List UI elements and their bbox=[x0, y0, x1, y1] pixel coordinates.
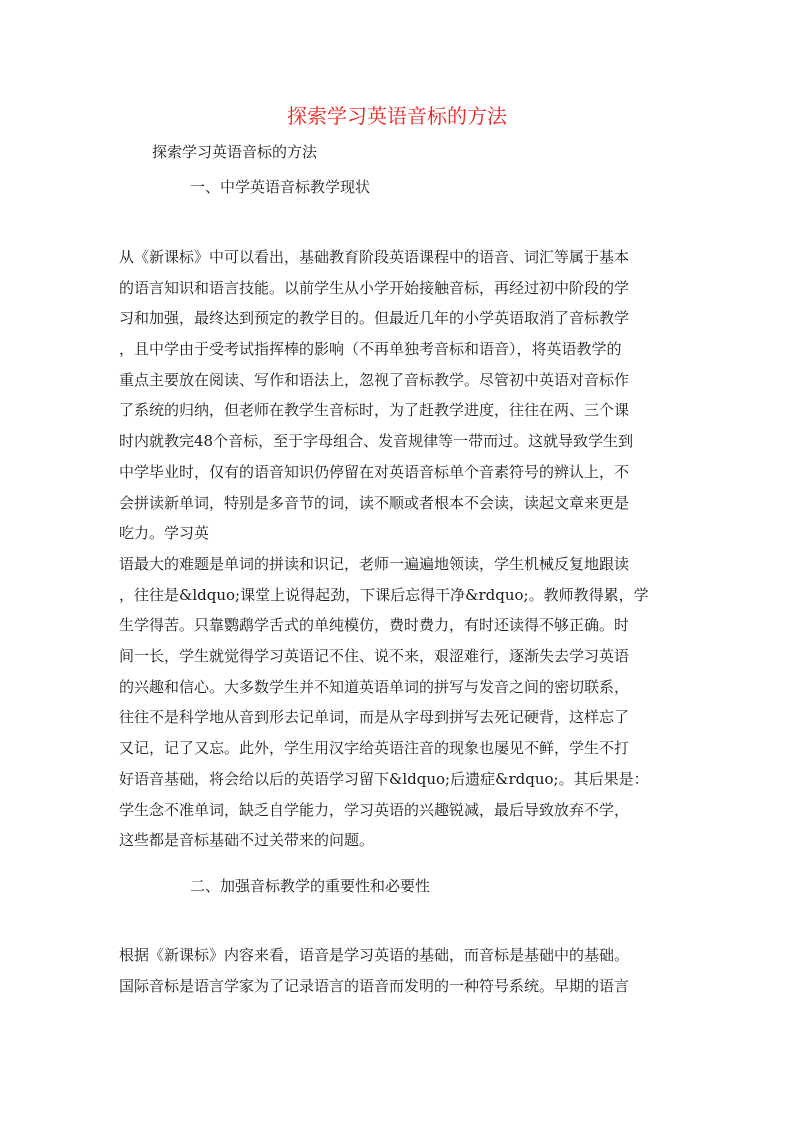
document-subtitle: 探索学习英语音标的方法 bbox=[152, 143, 318, 161]
text-line: 又记，记了又忘。此外，学生用汉字给英语注音的现象也屡见不鲜，学生不打 bbox=[119, 739, 630, 758]
text-line: 习和加强，最终达到预定的教学目的。但最近几年的小学英语取消了音标教学 bbox=[119, 309, 630, 328]
text-line: ，且中学由于受考试指挥棒的影响（不再单独考音标和语音），将英语教学的 bbox=[119, 340, 622, 359]
text-line: ，往往是&ldquo;课堂上说得起劲，下课后忘得干净&rdquo;。教师教得累，学 bbox=[119, 585, 649, 604]
text-line: 好语音基础，将会给以后的英语学习留下&ldquo;后遗症&rdquo;。其后果是： bbox=[119, 769, 649, 788]
text-line: 重点主要放在阅读、写作和语法上，忽视了音标教学。尽管初中英语对音标作 bbox=[119, 370, 630, 389]
text-line: 往往不是科学地从音到形去记单词，而是从字母到拼写去死记硬背，这样忘了 bbox=[119, 708, 630, 727]
text-line: 会拼读新单词，特别是多音节的词，读不顺或者根本不会读，读起文章来更是 bbox=[119, 493, 630, 512]
text-line: 国际音标是语言学家为了记录语言的语音而发明的一种符号系统。早期的语言 bbox=[119, 976, 630, 995]
paragraph-2 bbox=[119, 549, 679, 856]
text-line: 学生念不准单词，缺乏自学能力，学习英语的兴趣锐减，最后导致放弃不学， bbox=[119, 800, 630, 819]
text-line: 时内就教完48个音标，至于字母组合、发音规律等一带而过。这就导致学生到 bbox=[119, 432, 634, 451]
text-line: 的兴趣和信心。大多数学生并不知道英语单词的拼写与发音之间的密切联系， bbox=[119, 677, 630, 696]
text-line: 根据《新课标》内容来看，语音是学习英语的基础，而音标是基础中的基础。 bbox=[119, 946, 630, 964]
text-line: 了系统的归纳，但老师在教学生音标时，为了赶教学进度，往往在两、三个课 bbox=[119, 401, 630, 420]
text-line: 的语言知识和语言技能。以前学生从小学开始接触音标，再经过初中阶段的学 bbox=[119, 278, 630, 297]
text-line: 中学毕业时，仅有的语音知识仍停留在对英语音标单个音素符号的辨认上，不 bbox=[119, 462, 630, 481]
text-line: 生学得苦。只靠鹦鹉学舌式的单纯模仿，费时费力，有时还读得不够正确。时 bbox=[119, 616, 630, 635]
text-line: 从《新课标》中可以看出，基础教育阶段英语课程中的语音、词汇等属于基本 bbox=[119, 248, 630, 266]
paragraph-3 bbox=[119, 940, 679, 1001]
section-heading-1: 一、中学英语音标教学现状 bbox=[190, 178, 371, 196]
document-title: 探索学习英语音标的方法 bbox=[287, 104, 507, 128]
section-heading-2: 二、加强音标教学的重要性和必要性 bbox=[190, 877, 431, 895]
text-line: 语最大的难题是单词的拼读和识记，老师一遍遍地领读，学生机械反复地跟读 bbox=[119, 555, 630, 573]
text-line: 这些都是音标基础不过关带来的问题。 bbox=[119, 831, 375, 850]
text-line: 吃力。学习英 bbox=[119, 524, 210, 543]
paragraph-1 bbox=[119, 242, 679, 549]
text-line: 间一长，学生就觉得学习英语记不住、说不来，艰涩难行，逐渐失去学习英语 bbox=[119, 647, 630, 666]
